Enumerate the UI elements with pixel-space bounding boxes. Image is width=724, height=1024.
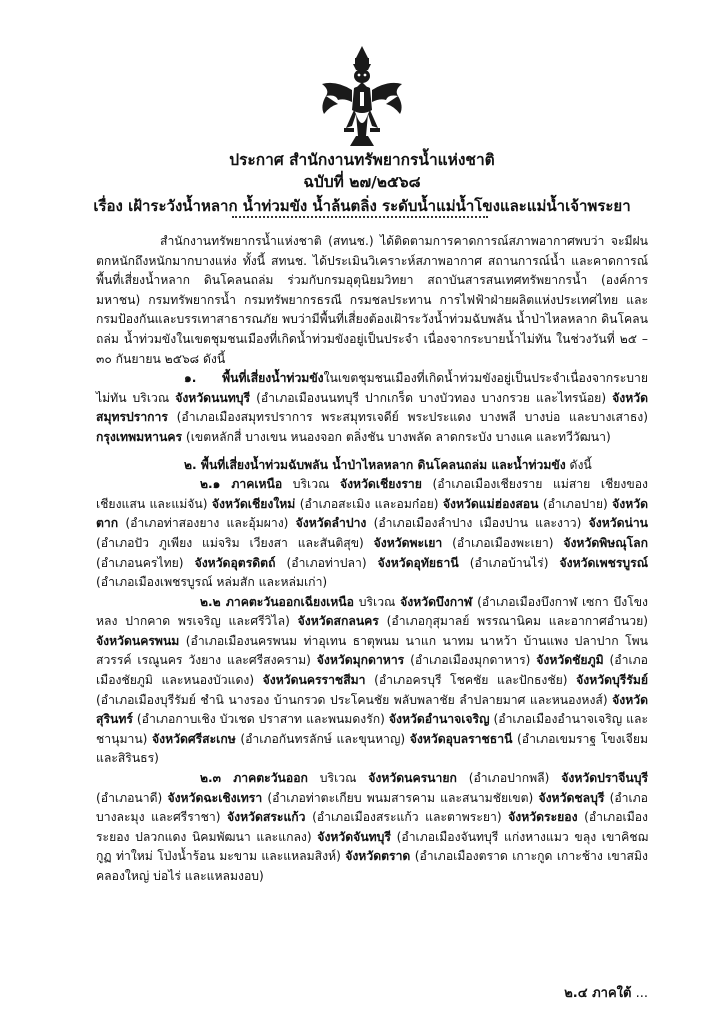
section-2-heading: ๒. พื้นที่เสี่ยงน้ำท่วมฉับพลัน น้ำป่าไหลหลาก ดินโคลนถล่ม และน้ำท่วมขัง ดังนี้ [184,457,592,472]
document-title: ประกาศ สำนักงานทรัพยากรน้ำแห่งชาติ [229,151,495,169]
document-subject: เรื่อง เฝ้าระวังน้ำหลาก น้ำท่วมขัง น้ำล้นตลิ่ง ระดับน้ำแม่น้ำโขงและแม่น้ำเจ้าพระยา [93,197,631,215]
section-2-1-paragraph: ๒.๑ ภาคเหนือ บริเวณ จังหวัดเชียงราย (อำเภอเมืองเชียงราย แม่สาย เชียงของ เชียงแสน และแม่จัน) จังหวัดเชียงใหม่ (อำเภอสะเมิง และอมก๋อย) จังหวัดแม่ฮ่องสอน (อำเภอปาย) จังหวัดตาก (อำเภอท่าสองยาง และอุ้มผาง) จังหวัดลำปาง (อำเภอเมืองลำปาง เมืองปาน และงาว) จังหวัดน่าน (อำเภอปัว ภูเพียง แม่จริม เวียงสา และสันติสุข) จังหวัดพะเยา (อำเภอเมืองพะเยา) จังหวัดพิษณุโลก (อำเภอนครไทย) จังหวัดอุตรดิตถ์ (อำเภอท่าปลา) จังหวัดอุทัยธานี (อำเภอบ้านไร่) จังหวัดเพชรบูรณ์ (อำเภอเมืองเพชรบูรณ์ หล่มสัก และหล่มเก่า) [96,477,649,590]
intro-paragraph: สำนักงานทรัพยากรน้ำแห่งชาติ (สทนช.) ได้ติดตามการคาดการณ์สภาพอากาศพบว่า จะมีฝนตกหนักถึงหนักมากบางแห่ง ทั้งนี้ สทนช. ได้ประเมินวิเคราะห์สภาพอากาศ สถานการณ์น้ำ และคาดการณ์พื้นที่เสี่ยงน้ำหลาก ดินโคลนถล่ม ร่วมกับกรมอุตุนิยมวิทยา สถาบันสารสนเทศทรัพยากรน้ำ (องค์การมหาชน) กรมทรัพยากรน้ำ กรมทรัพยากรธรณี กรมชลประทาน การไฟฟ้าฝ่ายผลิตแห่งประเทศไทย และกรมป้องกันและบรรเทาสาธารณภัย พบว่ามีพื้นที่เสี่ยงต้องเฝ้าระวังน้ำท่วมฉับพลัน น้ำป่าไหลหลาก ดินโคลนถล่ม น้ำท่วมขังในเขตชุมชนเมืองที่เกิดน้ำท่วมขังอยู่เป็นประจำ เนื่องจากระบายน้ำไม่ทัน ในช่วงวันที่ ๒๕ – ๓๐ กันยายน ๒๕๖๘ ดังนี้ [96,234,648,366]
section-2-2-paragraph: ๒.๒ ภาคตะวันออกเฉียงเหนือ บริเวณ จังหวัดบึงกาฬ (อำเภอเมืองบึงกาฬ เซกา บึงโขงหลง ปากคาด พรเจริญ และศรีวิไล) จังหวัดสกลนคร (อำเภอกุสุมาลย์ พรรณานิคม และอากาศอำนวย) จังหวัดนครพนม (อำเภอเมืองนครพนม ท่าอุเทน ธาตุพนม นาแก นาทม นาหว้า บ้านแพง ปลาปาก โพนสวรรค์ เรณูนคร วังยาง และศรีสงคราม) จังหวัดมุกดาหาร (อำเภอเมืองมุกดาหาร) จังหวัดชัยภูมิ (อำเภอเมืองชัยภูมิ และหนองบัวแดง) จังหวัดนครราชสีมา (อำเภอครบุรี โชคชัย และปักธงชัย) จังหวัดบุรีรัมย์ (อำเภอเมืองบุรีรัมย์ ชำนิ นางรอง บ้านกรวด ประโคนชัย พลับพลาชัย ลำปลายมาศ และหนองหงส์) จังหวัดสุรินทร์ (อำเภอกาบเชิง บัวเชด ปราสาท และพนมดงรัก) จังหวัดอำนาจเจริญ (อำเภอเมืองอำนาจเจริญ และชานุมาน) จังหวัดศรีสะเกษ (อำเภอกันทรลักษ์ และขุนหาญ) จังหวัดอุบลราชธานี (อำเภอเขมราฐ โขงเจียม และสิรินธร) [96,594,648,766]
continued-marker: ๒.๔ ภาคใต้ ... [564,986,648,1001]
dotted-divider [232,216,488,218]
section-1-heading: ๑. พื้นที่เสี่ยงน้ำท่วมขัง [184,371,324,386]
document-body [96,232,648,887]
garuda-emblem [316,44,408,148]
section-2-3-paragraph: ๒.๓ ภาคตะวันออก บริเวณ จังหวัดนครนายก (อำเภอปากพลี) จังหวัดปราจีนบุรี (อำเภอนาดี) จังหวัดฉะเชิงเทรา (อำเภอท่าตะเกียบ พนมสารคาม และสนามชัยเขต) จังหวัดชลบุรี (อำเภอบางละมุง และศรีราชา) จังหวัดสระแก้ว (อำเภอเมืองสระแก้ว และตาพระยา) จังหวัดระยอง (อำเภอเมืองระยอง ปลวกแดง นิคมพัฒนา และแกลง) จังหวัดจันทบุรี (อำเภอเมืองจันทบุรี แก่งหางแมว ขลุง เขาคิชฌกูฏ ท่าใหม่ โป่งน้ำร้อน มะขาม และแหลมสิงห์) จังหวัดตราด (อำเภอเมืองตราด เกาะกูด เกาะช้าง เขาสมิง คลองใหญ่ บ่อไร่ และแหลมงอบ) [96,771,649,883]
section-1-paragraph: ๑. พื้นที่เสี่ยงน้ำท่วมขังในเขตชุมชนเมืองที่เกิดน้ำท่วมขังอยู่เป็นประจำเนื่องจากระบายไม่ทัน บริเวณ จังหวัดนนทบุรี (อำเภอเมืองนนทบุรี ปากเกร็ด บางบัวทอง บางกรวย และไทรน้อย) จังหวัดสมุทรปราการ (อำเภอเมืองสมุทรปราการ พระสมุทรเจดีย์ พระประแดง บางพลี บางบ่อ และบางเสาธง) กรุงเทพมหานคร (เขตหลักสี่ บางเขน หนองจอก ตลิ่งชัน บางพลัด ลาดกระบัง บางแค และทวีวัฒนา) [96,371,649,444]
issue-number: ฉบับที่ ๒๗/๒๕๖๘ [303,173,421,191]
